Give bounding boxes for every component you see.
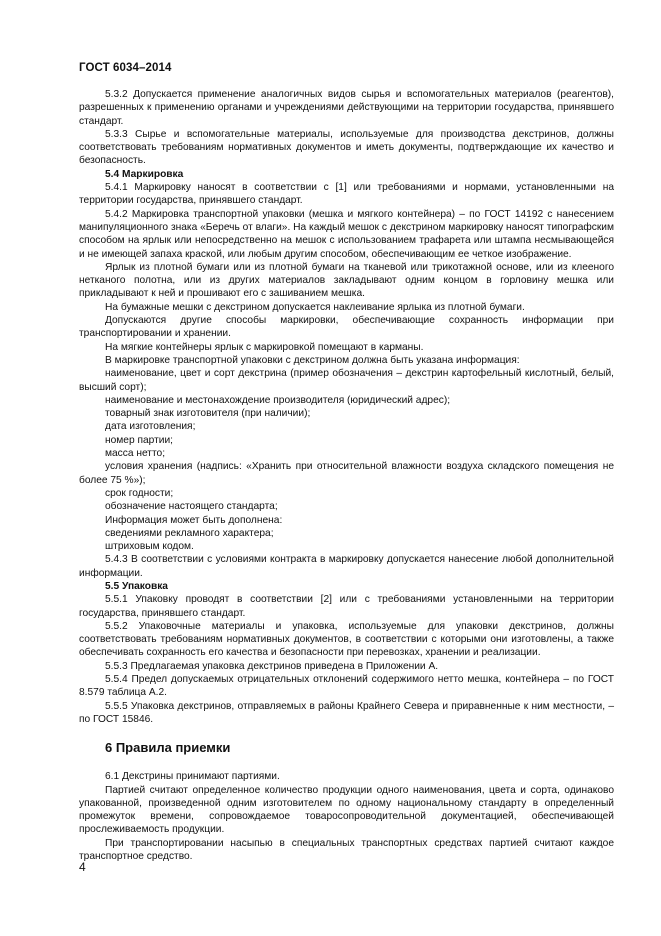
paragraph-containers: На мягкие контейнеры ярлык с маркировкой помещают в карманы. — [105, 341, 424, 353]
paragraph-5-3-2: 5.3.2 Допускается применение аналогичных видов сырья и вспомогательных материалов (реагентов), разрешенных к применению органами и учреждениями действующими на территории государства, принявшего стандарт. — [79, 89, 614, 127]
paragraph-5-5-4: 5.5.4 Предел допускаемых отрицательных отклонений содержимого нетто мешка, контейнера – по ГОСТ 8.579 таблица А.2. — [79, 674, 614, 699]
list-item: наименование и местонахождение производителя (юридический адрес); — [105, 394, 451, 406]
list-item: условия хранения (надпись: «Хранить при относительной влажности воздуха складского помещения не более 75 %»); — [79, 461, 614, 486]
list-item: обозначение настоящего стандарта; — [105, 501, 278, 513]
section-heading-6: 6 Правила приемки — [105, 740, 231, 756]
heading-5-4: 5.4 Маркировка — [105, 168, 184, 180]
paragraph-5-3-3: 5.3.3 Сырье и вспомогательные материалы, используемые для производства декстринов, должны соответствовать требованиям нормативных документов и иметь документы, подтверждающие их качество и безопасность. — [79, 128, 614, 167]
list-item: сведениями рекламного характера; — [105, 527, 274, 539]
paragraph-bulk-transport: При транспортировании насыпью в специальных транспортных средствах партией считают каждое транспортное средство. — [79, 837, 614, 863]
paragraph-label-material: Ярлык из плотной бумаги или из плотной бумаги на тканевой или трикотажной основе, или из клееного нетканого полотна, или из других материалов закладывают одним концом в горловину мешка или прикладывают к ней и прошивают его с зашиванием мешка. — [79, 261, 614, 300]
list-item: срок годности; — [105, 487, 174, 499]
paragraph-5-5-1: 5.5.1 Упаковку проводят в соответствии [2] или с требованиями установленными на территории государства, принявшего стандарт. — [79, 594, 614, 619]
paragraph-5-4-1: 5.4.1 Маркировку наносят в соответствии с [1] или требованиями и нормами, установленными на территории государства, принявшего стандарт. — [79, 182, 614, 207]
paragraph-paper-bags: На бумажные мешки с декстрином допускается наклеивание ярлыка из плотной бумаги. — [105, 301, 525, 313]
list-item: Информация может быть дополнена: — [105, 514, 283, 526]
paragraph-5-4-2: 5.4.2 Маркировка транспортной упаковки (мешка и мягкого контейнера) – по ГОСТ 14192 с нанесением манипуляционного знака «Беречь от влаги». На каждый мешок с декстрином маркировку наносят типографским способом на ярлык или непосредственно на мешок с использованием трафарета или штампа несмывающейся и не имеющей запаха краской, или любым другим способом, обеспечивающим ее четкое изображение. — [79, 208, 614, 260]
paragraph-5-4-3: 5.4.3 В соответствии с условиями контракта в маркировку допускается нанесение любой дополнительной информации. — [79, 554, 614, 579]
list-item: товарный знак изготовителя (при наличии); — [105, 408, 311, 420]
document-body — [79, 88, 614, 863]
paragraph-batch-definition: Партией считают определенное количество продукции одного наименования, цвета и сорта, одинаково упакованной, произведенной одним изготовителем по одному национальному стандарту в определенный промежуток времени, сопровождаемое товаросопроводительной документацией, обеспечивающей прослеживаемость продукции. — [79, 784, 614, 836]
paragraph-6-1: 6.1 Декстрины принимают партиями. — [105, 771, 280, 783]
list-item: дата изготовления; — [105, 421, 196, 433]
paragraph-5-5-5: 5.5.5 Упаковка декстринов, отправляемых в районы Крайнего Севера и приравненные к ним местности, – по ГОСТ 15846. — [79, 700, 614, 725]
list-item: масса нетто; — [105, 448, 166, 460]
paragraph-5-5-2: 5.5.2 Упаковочные материалы и упаковка, используемые для упаковки декстринов, должны соответствовать требованиям нормативных документов, в соответствии с которыми они изготовлены, а также обеспечивать сохранность его качества и безопасности при перевозках, хранении и реализации. — [79, 620, 614, 659]
page-number: 4 — [79, 860, 86, 874]
paragraph-other-methods: Допускаются другие способы маркировки, обеспечивающие сохранность информации при транспортировании и хранении. — [79, 315, 614, 340]
list-item: номер партии; — [105, 434, 173, 446]
document-header: ГОСТ 6034–2014 — [79, 62, 172, 74]
list-item: штриховым кодом. — [105, 541, 194, 553]
heading-5-5: 5.5 Упаковка — [105, 580, 168, 592]
paragraph-info-intro: В маркировке транспортной упаковки с декстрином должна быть указана информация: — [105, 354, 520, 366]
paragraph-5-5-3: 5.5.3 Предлагаемая упаковка декстринов приведена в Приложении А. — [105, 660, 439, 672]
list-item: наименование, цвет и сорт декстрина (пример обозначения – декстрин картофельный кислотный, белый, высший сорт); — [79, 368, 614, 393]
